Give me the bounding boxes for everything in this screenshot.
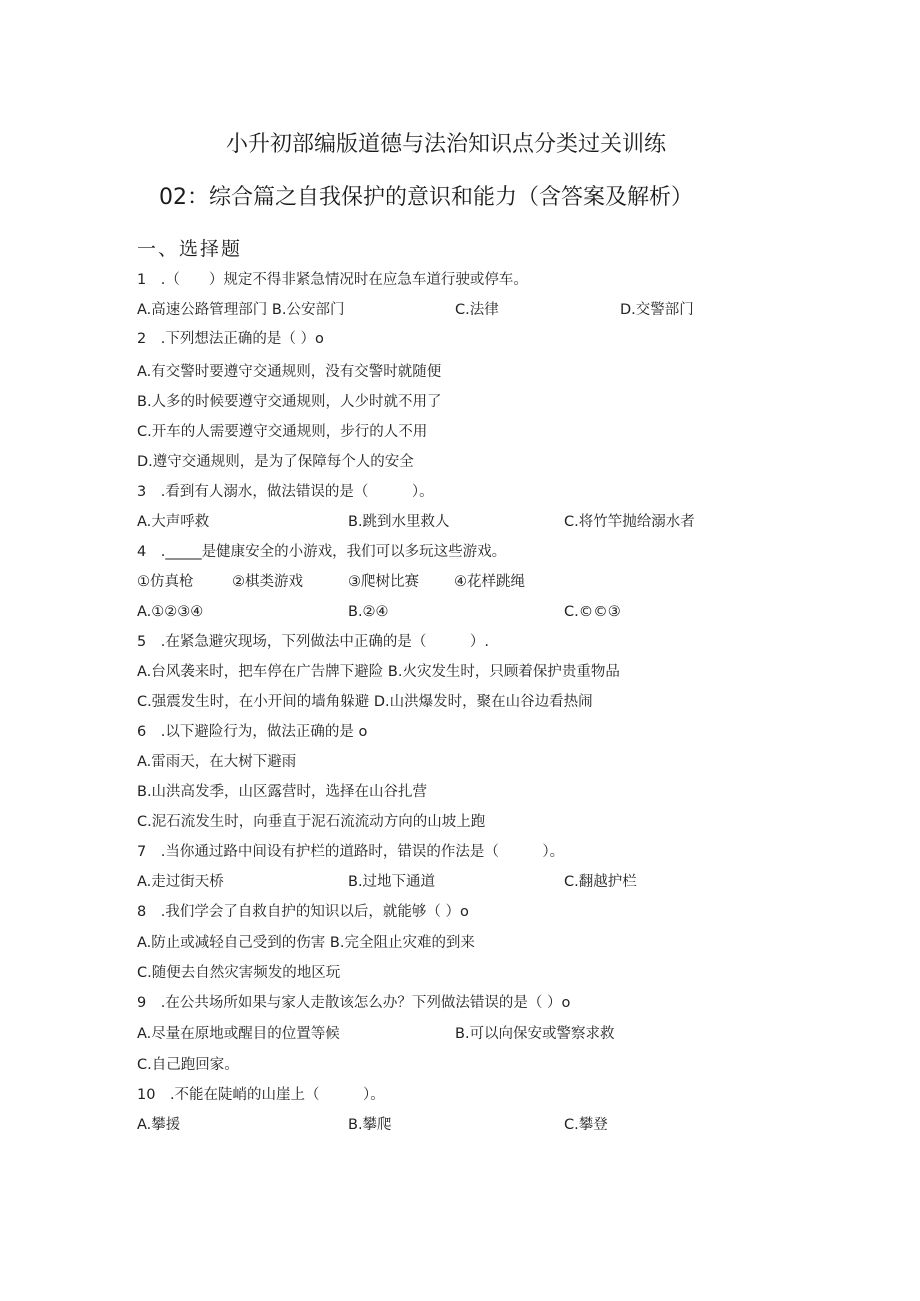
question-4-item-2: ②棋类游戏 [232,574,303,590]
question-9-stem: 9 .在公共场所如果与家人走散该怎么办？下列做法错误的是（ ）o [137,995,571,1011]
question-10-option-b: B.攀爬 [348,1117,392,1133]
question-8-option-ab: A.防止或减轻自己受到的伤害 B.完全阻止灾难的到来 [137,935,475,951]
question-2-stem: 2 .下列想法正确的是（ ）o [137,331,324,347]
question-2-option-d: D.遵守交通规则，是为了保障每个人的安全 [137,454,414,470]
question-9-option-b: B.可以向保安或警察求救 [455,1026,615,1042]
question-4-item-3: ③爬树比赛 [348,574,419,590]
question-7-option-a: A.走过街天桥 [137,874,224,890]
question-4-option-b: B.②④ [348,604,389,620]
question-1-stem: 1 .（ ）规定不得非紧急情况时在应急车道行驶或停车。 [137,272,528,288]
question-3-option-c: C.将竹竿抛给溺水者 [564,514,695,530]
question-2-option-c: C.开车的人需要遵守交通规则，步行的人不用 [137,424,428,440]
section-heading: 一、选择题 [137,238,243,260]
question-2-option-a: A.有交警时要遵守交通规则，没有交警时就随便 [137,364,442,380]
question-7-option-c: C.翻越护栏 [564,874,637,890]
question-5-stem: 5 .在紧急避灾现场，下列做法中正确的是（ ）. [137,634,489,650]
question-1-option-ab: A.高速公路管理部门 B.公安部门 [137,302,345,318]
document-title-line2: 02：综合篇之自我保护的意识和能力（含答案及解析） [159,185,693,210]
question-4-item-4: ④花样跳绳 [454,574,525,590]
question-6-stem: 6 .以下避险行为，做法正确的是 o [137,724,368,740]
question-9-option-c: C.自己跑回家。 [137,1057,239,1073]
question-3-stem: 3 .看到有人溺水，做法错误的是（ ）。 [137,484,434,500]
question-7-stem: 7 .当你通过路中间设有护栏的道路时，错误的作法是（ ）。 [137,844,565,860]
question-5-option-cd: C.强震发生时，在小开间的墙角躲避 D.山洪爆发时，聚在山谷边看热闹 [137,694,593,710]
question-6-option-b: B.山洪高发季，山区露营时，选择在山谷扎营 [137,784,428,800]
question-3-option-a: A.大声呼救 [137,514,210,530]
question-7-option-b: B.过地下通道 [348,874,436,890]
question-6-option-c: C.泥石流发生时，向垂直于泥石流流动方向的山坡上跑 [137,814,486,830]
question-1-option-c: C.法律 [455,302,499,318]
question-4-option-c: C.©©③ [564,604,621,620]
question-8-stem: 8 .我们学会了自救自护的知识以后，就能够（ ）o [137,904,469,920]
question-9-option-a: A.尽量在原地或醒目的位置等候 [137,1026,340,1042]
question-10-option-a: A.攀援 [137,1117,181,1133]
question-4-item-1: ①仿真枪 [137,574,194,590]
question-10-stem: 10 .不能在陡峭的山崖上（ ）。 [137,1087,385,1103]
question-3-option-b: B.跳到水里救人 [348,514,450,530]
question-1-option-d: D.交警部门 [620,302,694,318]
document-title-line1: 小升初部编版道德与法治知识点分类过关训练 [226,132,667,157]
question-5-option-ab: A.台风袭来时，把车停在广告牌下避险 B.火灾发生时，只顾着保护贵重物品 [137,664,620,680]
question-4-stem: 4 ._____是健康安全的小游戏，我们可以多玩这些游戏。 [137,544,507,560]
question-2-option-b: B.人多的时候要遵守交通规则，人少时就不用了 [137,394,442,410]
question-4-option-a: A.①②③④ [137,604,204,620]
question-10-option-c: C.攀登 [564,1117,608,1133]
question-6-option-a: A.雷雨天，在大树下避雨 [137,754,297,770]
question-8-option-c: C.随便去自然灾害频发的地区玩 [137,965,341,981]
